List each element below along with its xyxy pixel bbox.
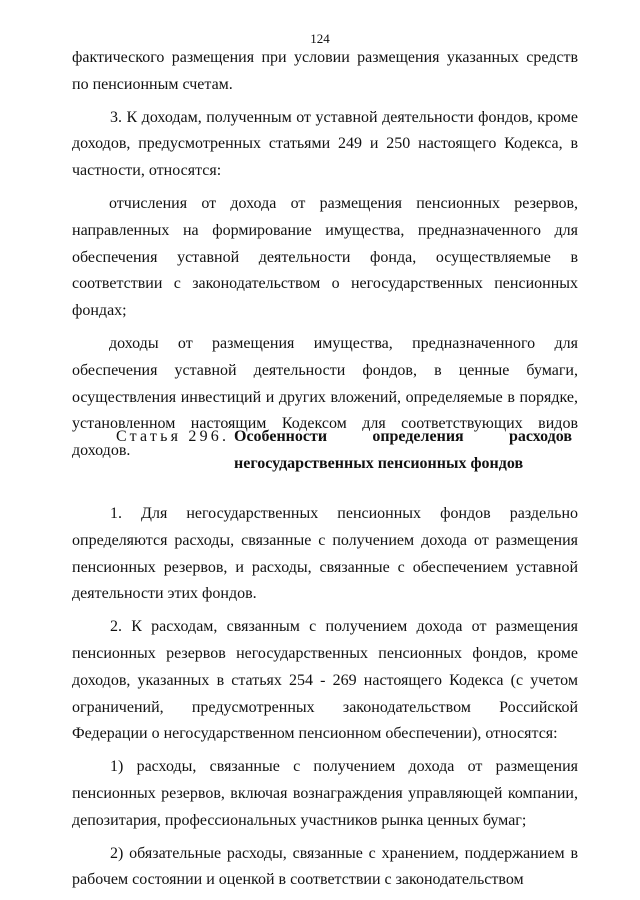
top-text-block: [72, 45, 578, 465]
paragraph-property-income: доходы от размещения имущества, предназначенного для обеспечения уставной деятельности фондов, в ценные бумаги, осуществления инвестиций и других вложений, определяемые в порядке, установленном настоящим Кодексом для соответствующих видов доходов.: [72, 334, 578, 460]
subparagraph-2: 2) обязательные расходы, связанные с хранением, поддержанием в рабочем состоянии и оценкой в соответствии с законодательством: [72, 844, 578, 889]
article-title: Особенности определения расходов негосударственных пенсионных фондов: [234, 428, 572, 472]
paragraph-item-2: 2. К расходам, связанным с получением дохода от размещения пенсионных резервов негосударственных пенсионных фондов, кроме доходов, указанных в статьях 254 - 269 настоящего Кодекса (с учетом ограничений, предусмотренных законодательством Российской Федерации о негосударственном пенсионном обеспечении), относятся:: [72, 618, 578, 743]
paragraph-item-1: 1. Для негосударственных пенсионных фондов раздельно определяются расходы, связанные с получением дохода от размещения пенсионных резервов, и расходы, связанные с обеспечением уставной деятельности этих фондов.: [72, 505, 578, 603]
subparagraph-1: 1) расходы, связанные с получением дохода от размещения пенсионных резервов, включая вознаграждения управляющей компании, депозитария, профессиональных участников рынка ценных бумаг;: [72, 758, 578, 829]
paragraph-continuation: фактического размещения при условии размещения указанных средств по пенсионным счетам.: [72, 49, 578, 93]
paragraph-item-3: 3. К доходам, полученным от уставной деятельности фондов, кроме доходов, предусмотренных статьями 249 и 250 настоящего Кодекса, в частности, относятся:: [72, 108, 578, 180]
page-number: 124: [310, 31, 330, 46]
bottom-text-block: [72, 501, 578, 894]
paragraph-deductions: отчисления от дохода от размещения пенсионных резервов, направленных на формирование имущества, предназначенного для обеспечения уставной деятельности фонда, осуществляемые в соответствии с законодательством о негосударственных пенсионных фондах;: [72, 194, 578, 320]
article-label: Статья 296.: [116, 428, 230, 445]
